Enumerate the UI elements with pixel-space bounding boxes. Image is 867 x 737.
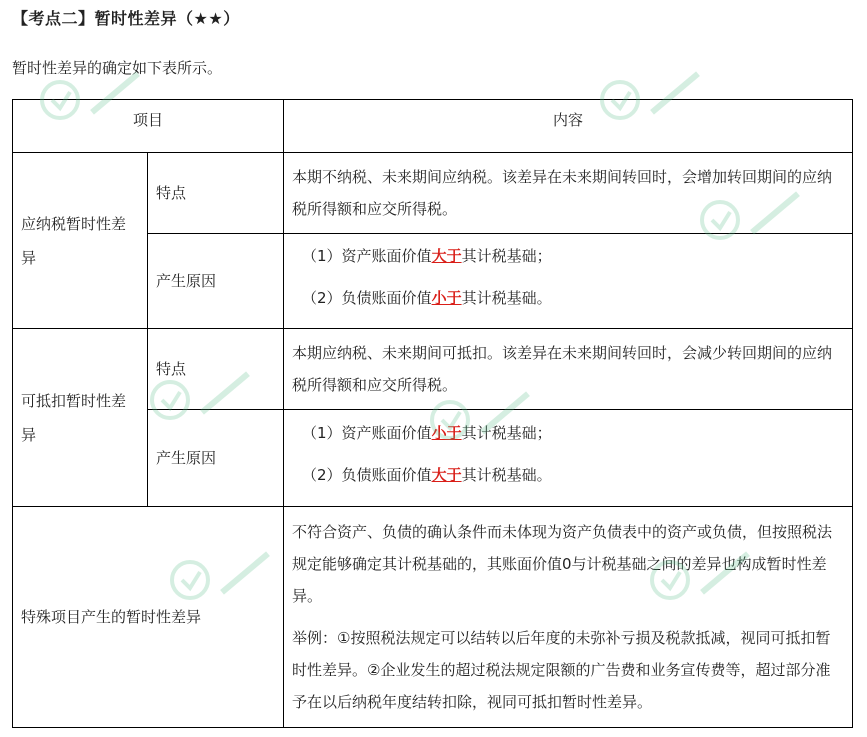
content-taxable-cause [284, 234, 853, 329]
header-content: 内容 [284, 100, 853, 153]
page-heading: 【考点二】暂时性差异（★★） [12, 9, 240, 28]
special-example: 举例：①按照税法规定可以结转以后年度的未弥补亏损及税款抵减，视同可抵扣暂时性差异。②企业发生的超过税法规定限额的广告费和业务宣传费等，超过部分准予在以后纳税年度结转扣除，视同可抵扣暂时性差异。 [292, 629, 831, 711]
table-row [13, 329, 853, 410]
cause-line: （1）资产账面价值小于其计税基础； [302, 424, 552, 442]
highlight-text: 大于 [431, 466, 462, 484]
table-row [13, 507, 853, 728]
highlight-text: 小于 [431, 289, 462, 307]
content-deductible-cause [284, 410, 853, 507]
label-cause: 产生原因 [148, 234, 284, 329]
cause-line: （1）资产账面价值大于其计税基础； [302, 247, 552, 265]
category-taxable: 应纳税暂时性差异 [13, 153, 148, 329]
label-cause: 产生原因 [148, 410, 284, 507]
content-deductible-feature: 本期应纳税、未来期间可抵扣。该差异在未来期间转回时，会减少转回期间的应纳税所得额和应交所得税。 [284, 329, 853, 410]
special-definition: 不符合资产、负债的确认条件而未体现为资产负债表中的资产或负债，但按照税法规定能够确定其计税基础的，其账面价值0与计税基础之间的差异也构成暂时性差异。 [292, 523, 833, 605]
content-special [284, 507, 853, 728]
temporary-difference-table [12, 99, 853, 728]
highlight-text: 小于 [431, 424, 462, 442]
label-feature: 特点 [148, 329, 284, 410]
highlight-text: 大于 [431, 247, 462, 265]
table-row [13, 153, 853, 234]
category-special: 特殊项目产生的暂时性差异 [13, 507, 284, 728]
header-item: 项目 [13, 100, 284, 153]
cause-line: （2）负债账面价值小于其计税基础。 [302, 289, 552, 307]
table-header-row [13, 100, 853, 153]
category-deductible: 可抵扣暂时性差异 [13, 329, 148, 507]
cause-line: （2）负债账面价值大于其计税基础。 [302, 466, 552, 484]
intro-text: 暂时性差异的确定如下表所示。 [12, 59, 223, 77]
content-taxable-feature: 本期不纳税、未来期间应纳税。该差异在未来期间转回时，会增加转回期间的应纳税所得额和应交所得税。 [284, 153, 853, 234]
label-feature: 特点 [148, 153, 284, 234]
